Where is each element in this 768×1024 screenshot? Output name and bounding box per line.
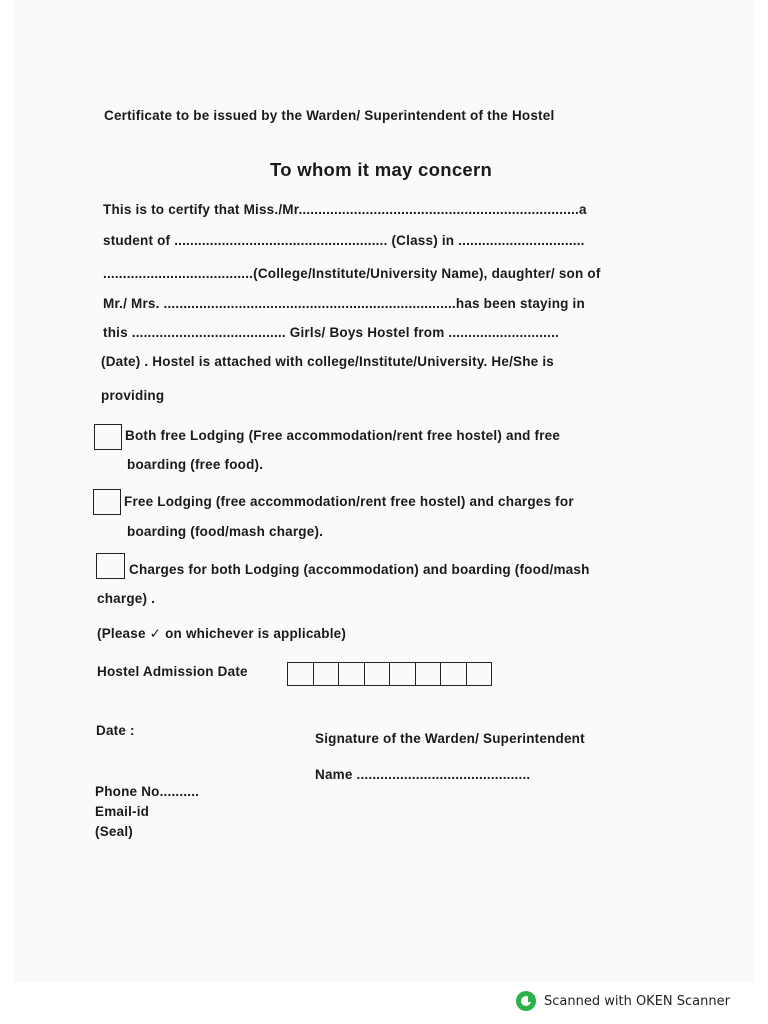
body-line: This is to certify that Miss./Mr.......................................................................a <box>103 202 587 217</box>
phone-label: Phone No.......... <box>95 784 200 799</box>
date-digit-box[interactable] <box>339 663 365 685</box>
admission-date-label: Hostel Admission Date <box>97 664 248 679</box>
date-digit-box[interactable] <box>467 663 493 685</box>
date-digit-box[interactable] <box>365 663 391 685</box>
certificate-title: To whom it may concern <box>270 159 493 180</box>
scanner-footer <box>516 990 730 1012</box>
certificate-heading: Certificate to be issued by the Warden/ Superintendent of the Hostel <box>104 108 555 123</box>
admission-date-boxes[interactable] <box>287 662 492 686</box>
option-label: boarding (free food). <box>127 457 264 472</box>
body-line: student of ...................................................... (Class) in ................................ <box>103 233 585 248</box>
name-label: Name ............................................ <box>315 767 531 782</box>
date-digit-box[interactable] <box>390 663 416 685</box>
option-label: Charges for both Lodging (accommodation) and boarding (food/mash <box>129 562 590 577</box>
scanner-footer-text: Scanned with OKEN Scanner <box>544 993 730 1009</box>
email-label: Email-id <box>95 804 150 819</box>
body-line: ......................................(College/Institute/University Name), daughter/ son of <box>103 266 601 281</box>
option-checkbox-charges-both[interactable] <box>96 553 125 579</box>
option-checkbox-free-lodging[interactable] <box>93 489 121 515</box>
option-label: charge) . <box>97 591 156 606</box>
signature-label: Signature of the Warden/ Superintendent <box>315 731 585 746</box>
date-digit-box[interactable] <box>416 663 442 685</box>
body-line: providing <box>101 388 165 403</box>
instruction-text: (Please ✓ on whichever is applicable) <box>97 626 347 641</box>
option-label: boarding (food/mash charge). <box>127 524 324 539</box>
body-line: Mr./ Mrs. ..........................................................................has been staying in <box>103 296 585 311</box>
oken-scanner-logo-icon <box>516 991 536 1011</box>
seal-label: (Seal) <box>95 824 133 839</box>
option-checkbox-free-both[interactable] <box>94 424 122 450</box>
date-label: Date : <box>96 723 135 738</box>
date-digit-box[interactable] <box>288 663 314 685</box>
option-label: Free Lodging (free accommodation/rent free hostel) and charges for <box>124 494 574 509</box>
body-line: (Date) . Hostel is attached with college/Institute/University. He/She is <box>101 354 555 369</box>
option-label: Both free Lodging (Free accommodation/rent free hostel) and free <box>125 428 561 443</box>
body-line: this ....................................... Girls/ Boys Hostel from ............................ <box>103 325 559 340</box>
date-digit-box[interactable] <box>441 663 467 685</box>
date-digit-box[interactable] <box>314 663 340 685</box>
